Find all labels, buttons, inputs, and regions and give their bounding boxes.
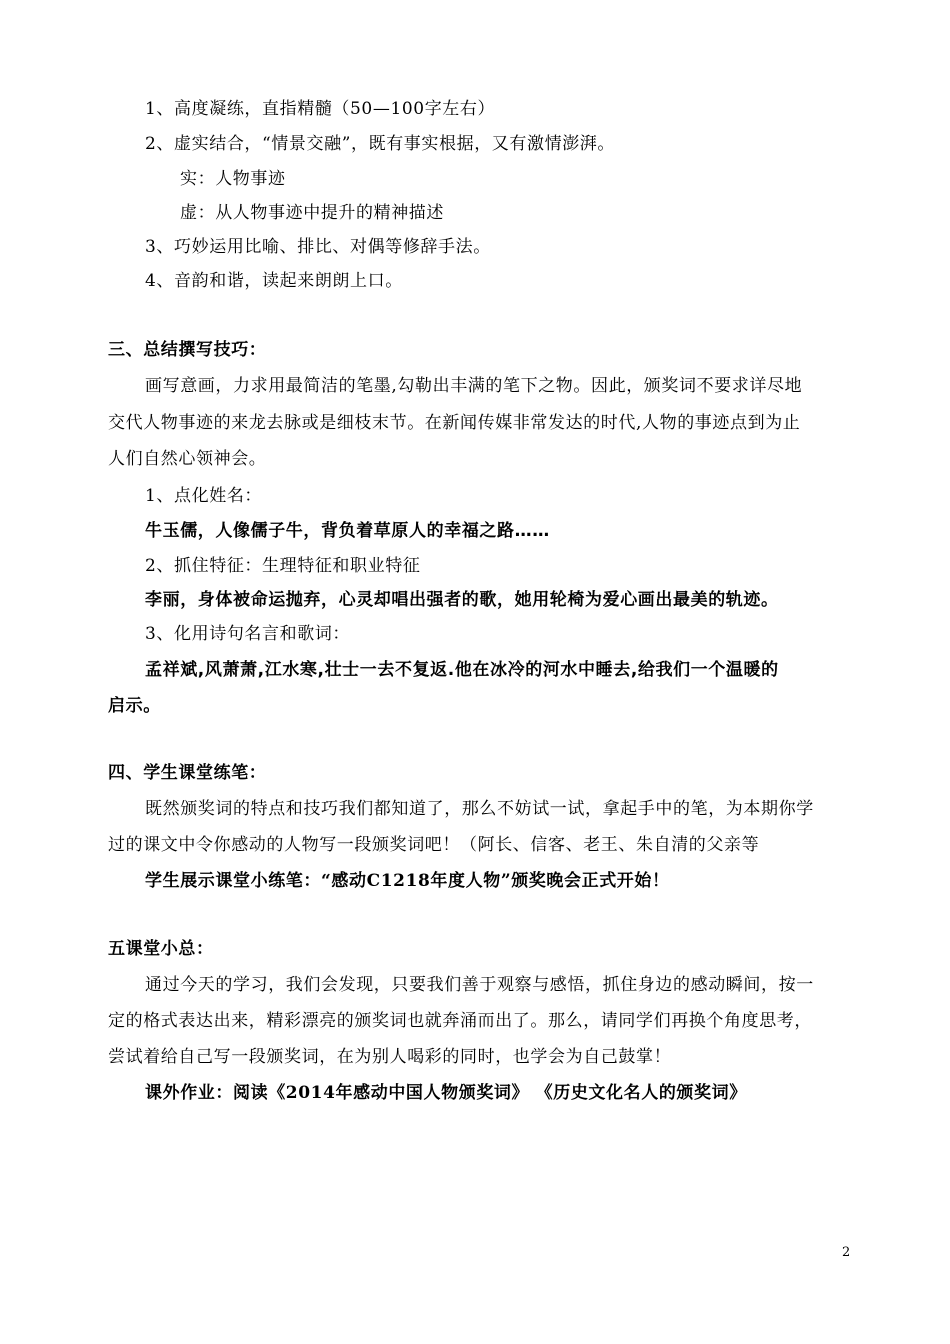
- sub-item-virtual: 虚：从人物事迹中提升的精神描述: [180, 203, 444, 223]
- section-4-heading: 四、学生课堂练笔：: [108, 763, 267, 783]
- homework-line: 课外作业：阅读《2014年感动中国人物颁奖词》 《历史文化名人的颁奖词》: [145, 1083, 747, 1103]
- section-5-paragraph-line-3: 尝试着给自己写一段颁奖词，在为别人喝彩的同时，也学会为自己鼓掌！: [108, 1047, 672, 1067]
- section-5-paragraph-line-2: 定的格式表达出来，精彩漂亮的颁奖词也就奔涌而出了。那么，请同学们再换个角度思考，: [108, 1011, 812, 1031]
- list-item-4: 4、音韵和谐，读起来朗朗上口。: [145, 271, 403, 291]
- student-showcase-line: 学生展示课堂小练笔：“感动C1218年度人物”颁奖晚会正式开始！: [145, 871, 670, 891]
- section-3-heading: 三、总结撰写技巧：: [108, 340, 267, 360]
- example-2: 李丽，身体被命运抛弃，心灵却唱出强者的歌，她用轮椅为爱心画出最美的轨迹。: [145, 590, 779, 610]
- list-item-2: 2、虚实结合，“情景交融”，既有事实根据，又有激情澎湃。: [145, 134, 615, 154]
- example-1: 牛玉儒，人像儒子牛，背负着草原人的幸福之路……: [145, 521, 550, 541]
- list-item-3: 3、巧妙运用比喻、排比、对偶等修辞手法。: [145, 237, 491, 257]
- section-4-paragraph-line-1: 既然颁奖词的特点和技巧我们都知道了，那么不妨试一试，拿起手中的笔，为本期你学: [145, 799, 814, 819]
- section-5-paragraph-line-1: 通过今天的学习，我们会发现，只要我们善于观察与感悟，抓住身边的感动瞬间，按一: [145, 975, 814, 995]
- technique-3: 3、化用诗句名言和歌词：: [145, 624, 351, 644]
- technique-1: 1、点化姓名：: [145, 486, 263, 506]
- section-3-paragraph-line-1: 画写意画，力求用最简洁的笔墨,勾勒出丰满的笔下之物。因此，颁奖词不要求详尽地: [145, 376, 803, 396]
- page-number: 2: [842, 1245, 851, 1260]
- example-3-line-1: 孟祥斌,风萧萧,江水寒,壮士一去不复返.他在冰冷的河水中睡去,给我们一个温暖的: [145, 660, 779, 680]
- section-3-paragraph-line-2: 交代人物事迹的来龙去脉或是细枝末节。在新闻传媒非常发达的时代,人物的事迹点到为止: [108, 413, 801, 433]
- list-item-1: 1、高度凝练，直指精髓（50—100字左右）: [145, 99, 496, 119]
- section-5-heading: 五课堂小总：: [108, 939, 214, 959]
- sub-item-real: 实：人物事迹: [180, 169, 286, 189]
- technique-2: 2、抓住特征：生理特征和职业特征: [145, 556, 421, 576]
- section-3-paragraph-line-3: 人们自然心领神会。: [108, 449, 267, 469]
- section-4-paragraph-line-2: 过的课文中令你感动的人物写一段颁奖词吧！（阿长、信客、老王、朱自清的父亲等: [108, 835, 760, 855]
- example-3-line-2: 启示。: [108, 696, 161, 716]
